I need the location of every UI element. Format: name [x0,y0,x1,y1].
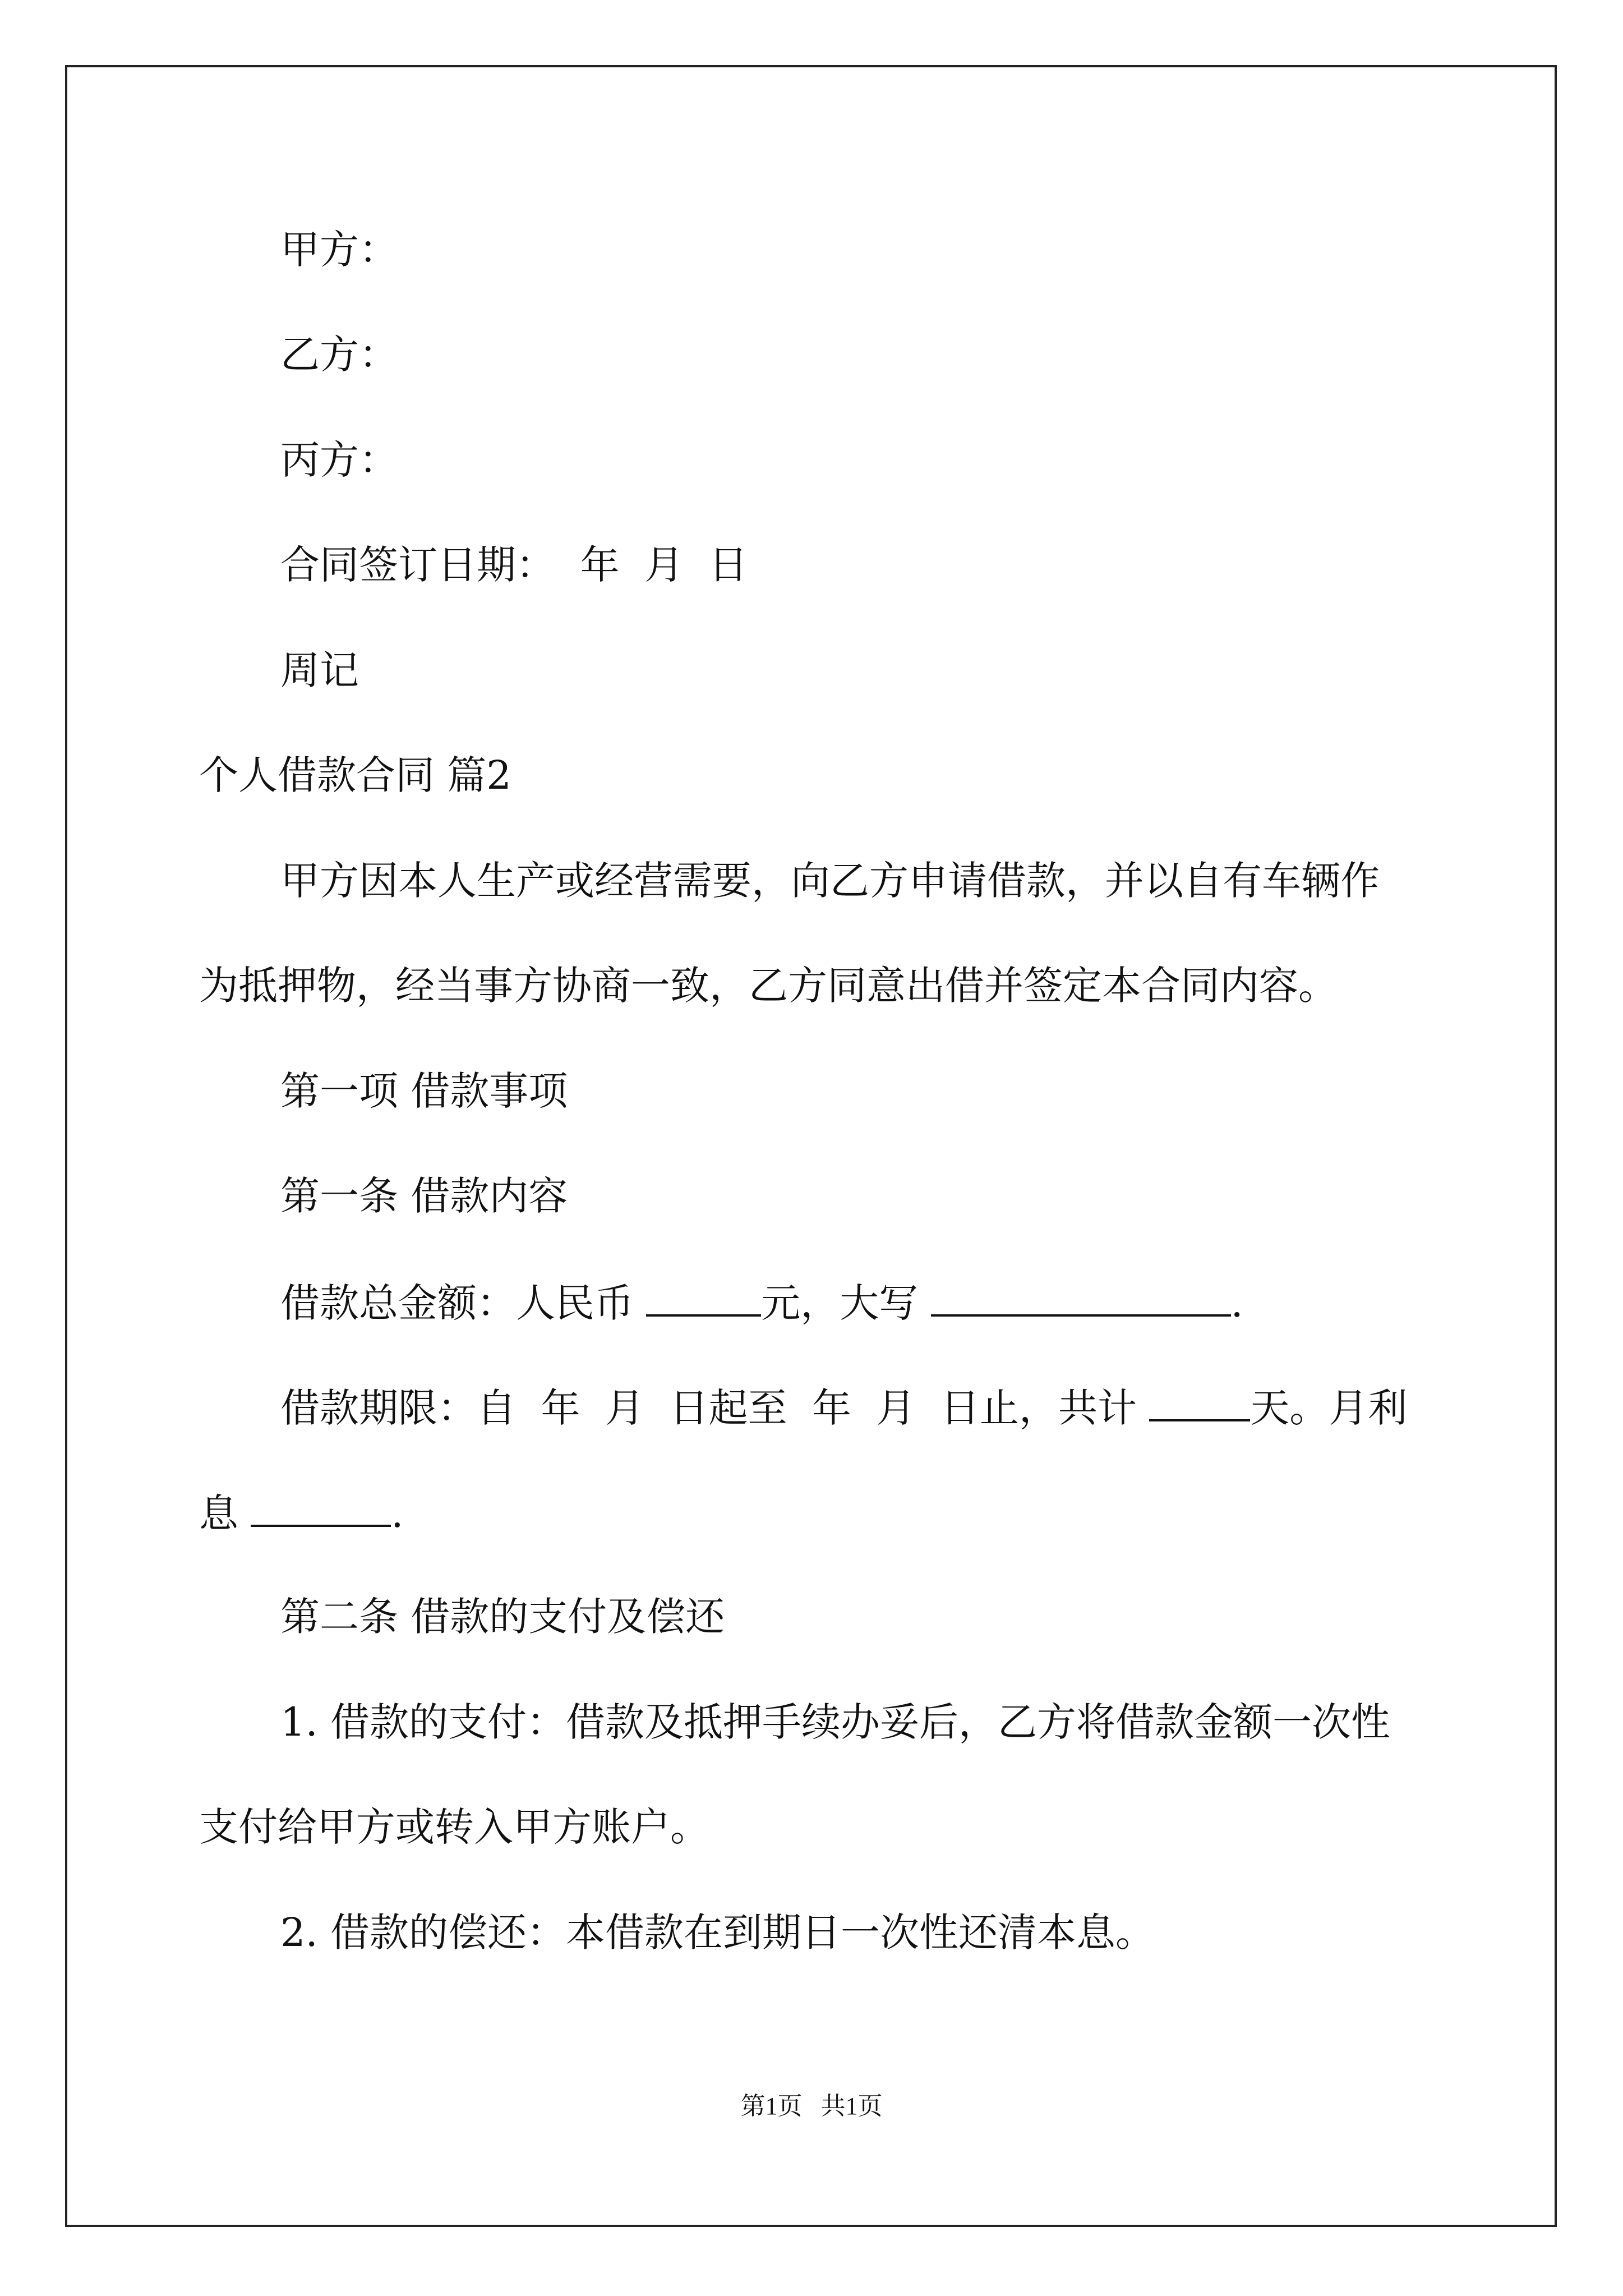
weekly-note-line: 周记 [280,647,359,693]
party-a-line: 甲方： [280,227,398,273]
monthly-interest-label: 天。月利 [1250,1385,1408,1431]
period-mark: . [1230,1280,1243,1326]
party-c-line: 丙方： [280,437,398,483]
page-footer: 第1页 共1页 [740,2092,883,2120]
paragraph-line: 为抵押物，经当事方协商一致，乙方同意出借并签定本合同内容。 [199,963,1338,1009]
uppercase-amount-blank [931,1282,1231,1317]
interest-label: 息 [199,1490,251,1536]
uppercase-label: 元，大写 [761,1280,931,1326]
paragraph-line: 支付给甲方或转入甲方账户。 [199,1804,709,1850]
paragraph-line: 甲方因本人生产或经营需要，向乙方申请借款，并以自有车辆作 [280,858,1380,904]
amount-blank [646,1282,761,1317]
signing-date-line: 合同签订日期： 年 月 日 [280,542,748,588]
loan-term-line [280,1385,1408,1431]
interest-line [199,1490,404,1536]
loan-amount-label: 借款总金额：人民币 [280,1280,647,1326]
interest-blank [251,1492,391,1527]
paragraph-line: 1. 借款的支付：借款及抵押手续办妥后，乙方将借款金额一次性 [280,1699,1391,1745]
period-mark: . [391,1490,404,1536]
paragraph-line: 2. 借款的偿还：本借款在到期日一次性还清本息。 [280,1910,1155,1955]
loan-amount-line [280,1280,1243,1326]
loan-term-label: 借款期限：自 年 月 日起至 年 月 日止，共计 [280,1385,1150,1431]
article-heading: 第二条 借款的支付及偿还 [280,1594,725,1640]
section-heading: 第一项 借款事项 [280,1068,568,1114]
party-b-line: 乙方： [280,332,398,378]
days-blank [1149,1387,1250,1421]
contract-title: 个人借款合同 篇2 [199,752,511,798]
article-heading: 第一条 借款内容 [280,1173,568,1219]
page-border [65,65,1557,2227]
